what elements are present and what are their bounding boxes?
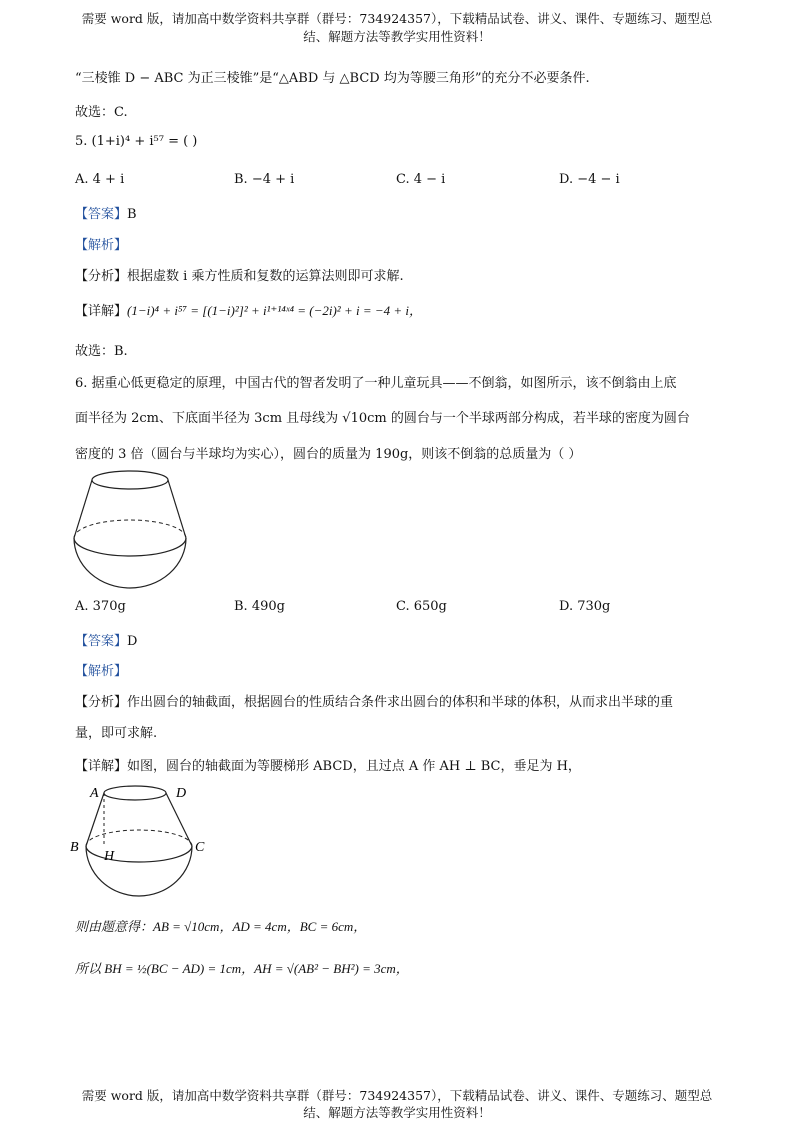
q6-given: 则由题意得：AB = √10cm，AD = 4cm，BC = 6cm， bbox=[75, 919, 367, 934]
fig-label-a: A bbox=[90, 786, 99, 801]
fig-label-b: B bbox=[70, 840, 79, 855]
page-header-line2: 结、解题方法等教学实用性资料！ bbox=[303, 29, 491, 44]
q6-fenxi-line1: 作出圆台的轴截面，根据圆台的性质结合条件求出圆台的体积和半球的体积，从而求出半球的重 bbox=[127, 695, 674, 710]
q6-xiangjie-text: 如图，圆台的轴截面为等腰梯形 ABCD，且过点 A 作 AH ⊥ BC，垂足为 H， bbox=[127, 759, 581, 774]
q6-xiangjie-label: 【详解】 bbox=[75, 759, 128, 774]
axial-section-figure bbox=[66, 780, 216, 900]
q4-conclusion: “三棱锥 D − ABC 为正三棱锥”是“△ABD 与 △BCD 均为等腰三角形”的充分不必要条件. bbox=[75, 71, 590, 86]
page-header-line1: 需要 word 版，请加高中数学资料共享群（群号：734924357），下载精品试卷、讲义、课件、专题练习、题型总 bbox=[81, 11, 713, 26]
q5-choice: 故选：B. bbox=[75, 344, 128, 359]
q6-stem-line1: 6. 据重心低更稳定的原理，中国古代的智者发明了一种儿童玩具——不倒翁，如图所示，该不倒翁由上底 bbox=[75, 376, 677, 391]
q6-answer-value: D bbox=[127, 634, 138, 649]
q5-xiangjie-text: (1−i)⁴ + i⁵⁷ = [(1−i)²]² + i¹⁺¹⁴ˣ⁴ = (−2i)² + i = −4 + i， bbox=[127, 303, 423, 318]
q6-stem-line3: 密度的 3 倍（圆台与半球均为实心），圆台的质量为 190g，则该不倒翁的总质量为（ ） bbox=[75, 447, 582, 462]
q6-fenxi bbox=[75, 691, 673, 710]
q5-answer bbox=[75, 203, 137, 222]
q6-fenxi-line2: 量，即可求解. bbox=[75, 726, 158, 741]
q6-xiangjie bbox=[75, 755, 581, 774]
q6-fenxi-label: 【分析】 bbox=[75, 695, 128, 710]
q5-option-b: B. −4 + i bbox=[234, 172, 295, 187]
q4-choice: 故选：C. bbox=[75, 105, 128, 120]
q6-result: 所以 BH = ½(BC − AD) = 1cm，AH = √(AB² − BH²) = 3cm， bbox=[75, 961, 409, 976]
q5-fenxi-label: 【分析】 bbox=[75, 269, 128, 284]
q5-option-a: A. 4 + i bbox=[75, 172, 125, 187]
q5-fenxi-text: 根据虚数 i 乘方性质和复数的运算法则即可求解. bbox=[127, 269, 404, 284]
q5-analysis-label: 【解析】 bbox=[75, 238, 128, 253]
fig-label-d: D bbox=[176, 786, 187, 801]
q6-option-c: C. 650g bbox=[396, 599, 447, 614]
q5-stem: 5. (1+i)⁴ + i⁵⁷ = ( ) bbox=[75, 134, 198, 149]
q6-stem-line2: 面半径为 2cm、下底面半径为 3cm 且母线为 √10cm 的圆台与一个半球两部分构成，若半球的密度为圆台 bbox=[75, 411, 690, 426]
q6-answer-label: 【答案】 bbox=[75, 634, 128, 649]
page-footer-line2: 结、解题方法等教学实用性资料！ bbox=[303, 1105, 491, 1120]
q5-xiangjie-label: 【详解】 bbox=[75, 304, 128, 319]
q5-option-d: D. −4 − i bbox=[559, 172, 620, 187]
q6-analysis-label: 【解析】 bbox=[75, 664, 128, 679]
q5-fenxi bbox=[75, 265, 404, 284]
tumbler-figure bbox=[66, 464, 196, 592]
q5-answer-label: 【答案】 bbox=[75, 207, 128, 222]
q6-option-d: D. 730g bbox=[559, 599, 611, 614]
q6-option-b: B. 490g bbox=[234, 599, 285, 614]
fig-label-h: H bbox=[104, 849, 115, 864]
fig-label-c: C bbox=[195, 840, 205, 855]
q5-answer-value: B bbox=[127, 207, 137, 222]
q5-option-c: C. 4 − i bbox=[396, 172, 446, 187]
q6-answer bbox=[75, 630, 137, 649]
page-footer-line1: 需要 word 版，请加高中数学资料共享群（群号：734924357），下载精品试卷、讲义、课件、专题练习、题型总 bbox=[81, 1088, 713, 1103]
q5-xiangjie bbox=[75, 300, 422, 319]
q6-option-a: A. 370g bbox=[75, 599, 126, 614]
